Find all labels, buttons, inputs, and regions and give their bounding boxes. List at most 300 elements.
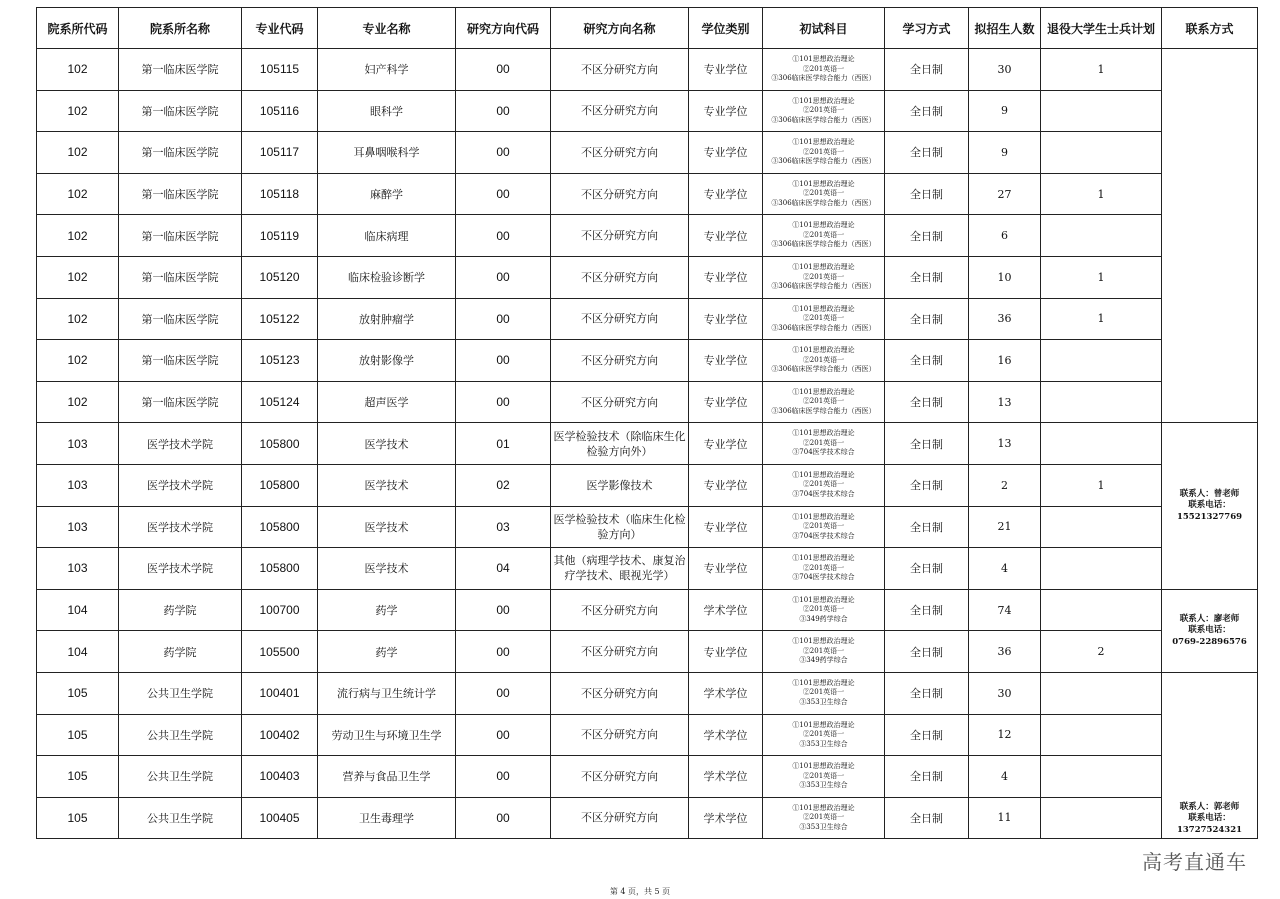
exam-subject: ②201英语一 bbox=[802, 438, 845, 447]
degree-cell: 专业学位 bbox=[689, 464, 763, 506]
exam-subjects-cell bbox=[763, 506, 885, 548]
quota-cell: 10 bbox=[969, 256, 1041, 298]
major-code-cell: 105123 bbox=[242, 340, 318, 382]
dept-code-cell: 105 bbox=[37, 672, 119, 714]
quota-cell: 2 bbox=[969, 464, 1041, 506]
exam-subject: ②201英语一 bbox=[802, 64, 845, 73]
dept-code-cell: 102 bbox=[37, 381, 119, 423]
header-row bbox=[37, 8, 1258, 49]
exam-subjects-cell bbox=[763, 90, 885, 132]
major-code-cell: 105115 bbox=[242, 49, 318, 91]
exam-subject: ①101思想政治理论 bbox=[792, 512, 855, 521]
major-code-cell: 105119 bbox=[242, 215, 318, 257]
major-name-cell: 医学技术 bbox=[318, 464, 456, 506]
dir-name-cell: 医学检验技术（除临床生化检验方向外） bbox=[551, 423, 689, 465]
study-mode-cell: 全日制 bbox=[885, 132, 969, 174]
quota-cell: 74 bbox=[969, 589, 1041, 631]
dept-name-cell: 第一临床医学院 bbox=[119, 256, 242, 298]
major-name-cell: 劳动卫生与环境卫生学 bbox=[318, 714, 456, 756]
exam-subject: ②201英语一 bbox=[802, 355, 845, 364]
dir-code-cell: 00 bbox=[456, 256, 551, 298]
exam-subject: ②201英语一 bbox=[802, 730, 845, 739]
dir-name-cell: 其他（病理学技术、康复治疗学技术、眼视光学） bbox=[551, 548, 689, 590]
dept-name-cell: 第一临床医学院 bbox=[119, 90, 242, 132]
exam-subjects-cell bbox=[763, 464, 885, 506]
exam-subject: ③353卫生综合 bbox=[799, 739, 848, 748]
dir-name-cell: 不区分研究方向 bbox=[551, 631, 689, 673]
dir-name-cell: 不区分研究方向 bbox=[551, 756, 689, 798]
table-row bbox=[37, 423, 1258, 465]
dept-code-cell: 102 bbox=[37, 340, 119, 382]
quota-cell: 13 bbox=[969, 423, 1041, 465]
exam-subject: ③349药学综合 bbox=[799, 614, 848, 623]
dept-name-cell: 医学技术学院 bbox=[119, 548, 242, 590]
dir-name-cell: 不区分研究方向 bbox=[551, 298, 689, 340]
major-name-cell: 卫生毒理学 bbox=[318, 797, 456, 839]
dir-name-cell: 不区分研究方向 bbox=[551, 49, 689, 91]
mode-header: 学习方式 bbox=[885, 8, 969, 49]
major-name-cell: 临床检验诊断学 bbox=[318, 256, 456, 298]
dept-name-cell: 公共卫生学院 bbox=[119, 756, 242, 798]
degree-cell: 专业学位 bbox=[689, 173, 763, 215]
dept-name-cell: 医学技术学院 bbox=[119, 464, 242, 506]
exam-subjects-cell bbox=[763, 631, 885, 673]
exam-subject: ②201英语一 bbox=[802, 314, 845, 323]
dir-name-cell: 不区分研究方向 bbox=[551, 340, 689, 382]
dept-name-cell: 公共卫生学院 bbox=[119, 672, 242, 714]
quota-cell: 9 bbox=[969, 90, 1041, 132]
exam-subject: ③353卫生综合 bbox=[799, 781, 848, 790]
study-mode-cell: 全日制 bbox=[885, 589, 969, 631]
contact-cell bbox=[1162, 672, 1258, 838]
dept-code-cell: 102 bbox=[37, 173, 119, 215]
exam-subject: ③306临床医学综合能力（西医） bbox=[771, 157, 876, 166]
contact-cell bbox=[1162, 423, 1258, 589]
dept-name-cell: 公共卫生学院 bbox=[119, 714, 242, 756]
degree-cell: 专业学位 bbox=[689, 548, 763, 590]
study-mode-cell: 全日制 bbox=[885, 714, 969, 756]
quota-cell: 9 bbox=[969, 132, 1041, 174]
veteran-plan-cell bbox=[1041, 797, 1162, 839]
dept-name-cell: 第一临床医学院 bbox=[119, 215, 242, 257]
exam-subject: ②201英语一 bbox=[802, 646, 845, 655]
dept-name-cell: 第一临床医学院 bbox=[119, 49, 242, 91]
exam-subject: ②201英语一 bbox=[802, 688, 845, 697]
exam-subject: ①101思想政治理论 bbox=[792, 387, 855, 396]
dir-name-cell: 不区分研究方向 bbox=[551, 797, 689, 839]
table-row bbox=[37, 714, 1258, 756]
contact-header: 联系方式 bbox=[1162, 8, 1258, 49]
quota-cell: 4 bbox=[969, 548, 1041, 590]
veteran-plan-cell: 2 bbox=[1041, 631, 1162, 673]
dir-name-cell: 不区分研究方向 bbox=[551, 256, 689, 298]
veteran-plan-cell bbox=[1041, 672, 1162, 714]
dept-code-cell: 105 bbox=[37, 714, 119, 756]
degree-cell: 专业学位 bbox=[689, 132, 763, 174]
exam-subject: ①101思想政治理论 bbox=[792, 762, 855, 771]
exam-subjects-cell bbox=[763, 49, 885, 91]
dept-code-cell: 105 bbox=[37, 797, 119, 839]
exam-subjects-cell bbox=[763, 714, 885, 756]
table-row bbox=[37, 132, 1258, 174]
study-mode-cell: 全日制 bbox=[885, 631, 969, 673]
dir-code-cell: 00 bbox=[456, 797, 551, 839]
exam-subject: ②201英语一 bbox=[802, 480, 845, 489]
table-body bbox=[37, 49, 1258, 839]
exam-subject: ①101思想政治理论 bbox=[792, 179, 855, 188]
exam-subject: ②201英语一 bbox=[802, 106, 845, 115]
exam-subject: ①101思想政治理论 bbox=[792, 470, 855, 479]
dept-code-cell: 103 bbox=[37, 548, 119, 590]
study-mode-cell: 全日制 bbox=[885, 548, 969, 590]
major-code-cell: 105116 bbox=[242, 90, 318, 132]
exam-subjects-cell bbox=[763, 132, 885, 174]
quota-cell: 36 bbox=[969, 298, 1041, 340]
degree-cell: 专业学位 bbox=[689, 298, 763, 340]
exam-subject: ①101思想政治理论 bbox=[792, 96, 855, 105]
degree-cell: 学术学位 bbox=[689, 797, 763, 839]
dir-name-cell: 不区分研究方向 bbox=[551, 381, 689, 423]
table-row bbox=[37, 672, 1258, 714]
exam-subject: ②201英语一 bbox=[802, 563, 845, 572]
major-name-cell: 妇产科学 bbox=[318, 49, 456, 91]
veteran-plan-cell bbox=[1041, 215, 1162, 257]
exam-subject: ③306临床医学综合能力（西医） bbox=[771, 74, 876, 83]
veteran-plan-cell bbox=[1041, 506, 1162, 548]
degree-cell: 专业学位 bbox=[689, 49, 763, 91]
exam-subject: ①101思想政治理论 bbox=[792, 263, 855, 272]
quota-cell: 30 bbox=[969, 672, 1041, 714]
exam-subject: ③306临床医学综合能力（西医） bbox=[771, 365, 876, 374]
major-code-cell: 105117 bbox=[242, 132, 318, 174]
table-row bbox=[37, 548, 1258, 590]
exam-subject: ③306临床医学综合能力（西医） bbox=[771, 198, 876, 207]
exam-subject: ①101思想政治理论 bbox=[792, 637, 855, 646]
veteran-plan-cell bbox=[1041, 132, 1162, 174]
major-code-cell: 100403 bbox=[242, 756, 318, 798]
exam-subject: ②201英语一 bbox=[802, 397, 845, 406]
dir-code-cell: 00 bbox=[456, 631, 551, 673]
table-row bbox=[37, 49, 1258, 91]
dir-code-cell: 01 bbox=[456, 423, 551, 465]
exam-subject: ①101思想政治理论 bbox=[792, 346, 855, 355]
quota-cell: 21 bbox=[969, 506, 1041, 548]
table-row bbox=[37, 256, 1258, 298]
exam-subject: ①101思想政治理论 bbox=[792, 138, 855, 147]
exam-subject: ①101思想政治理论 bbox=[792, 595, 855, 604]
dept-name-cell: 医学技术学院 bbox=[119, 506, 242, 548]
watermark: 高考直通车 bbox=[1142, 850, 1247, 874]
exam-subject: ②201英语一 bbox=[802, 230, 845, 239]
dept-code-cell: 103 bbox=[37, 423, 119, 465]
dir-code-cell: 00 bbox=[456, 90, 551, 132]
dept-name-cell: 第一临床医学院 bbox=[119, 381, 242, 423]
table-row bbox=[37, 340, 1258, 382]
contact-line: 联系电话： bbox=[1188, 625, 1231, 636]
exam-subject: ②201英语一 bbox=[802, 189, 845, 198]
dir-name-cell: 医学影像技术 bbox=[551, 464, 689, 506]
major-code-cell: 105500 bbox=[242, 631, 318, 673]
exam-subjects-cell bbox=[763, 672, 885, 714]
degree-cell: 学术学位 bbox=[689, 714, 763, 756]
exam-subject: ②201英语一 bbox=[802, 771, 845, 780]
dept-code-cell: 103 bbox=[37, 506, 119, 548]
study-mode-cell: 全日制 bbox=[885, 256, 969, 298]
quota-cell: 6 bbox=[969, 215, 1041, 257]
veteran-header: 退役大学生士兵计划 bbox=[1041, 8, 1162, 49]
dir-code-cell: 04 bbox=[456, 548, 551, 590]
dir-code-cell: 00 bbox=[456, 381, 551, 423]
dir-name-cell: 不区分研究方向 bbox=[551, 589, 689, 631]
table-row bbox=[37, 506, 1258, 548]
exam-subject: ①101思想政治理论 bbox=[792, 221, 855, 230]
dir-name-cell: 不区分研究方向 bbox=[551, 90, 689, 132]
major-code-cell: 105124 bbox=[242, 381, 318, 423]
exam-header: 初试科目 bbox=[763, 8, 885, 49]
major-code-cell: 100405 bbox=[242, 797, 318, 839]
major-code-header: 专业代码 bbox=[242, 8, 318, 49]
study-mode-cell: 全日制 bbox=[885, 464, 969, 506]
dept-name-cell: 公共卫生学院 bbox=[119, 797, 242, 839]
study-mode-cell: 全日制 bbox=[885, 506, 969, 548]
dir-code-cell: 00 bbox=[456, 132, 551, 174]
dept-code-cell: 102 bbox=[37, 256, 119, 298]
exam-subject: ③353卫生综合 bbox=[799, 822, 848, 831]
exam-subjects-cell bbox=[763, 381, 885, 423]
major-name-cell: 眼科学 bbox=[318, 90, 456, 132]
veteran-plan-cell bbox=[1041, 589, 1162, 631]
exam-subjects-cell bbox=[763, 548, 885, 590]
degree-cell: 专业学位 bbox=[689, 381, 763, 423]
degree-cell: 学术学位 bbox=[689, 756, 763, 798]
dir-code-cell: 00 bbox=[456, 714, 551, 756]
quota-cell: 30 bbox=[969, 49, 1041, 91]
exam-subject: ①101思想政治理论 bbox=[792, 554, 855, 563]
quota-header: 拟招生人数 bbox=[969, 8, 1041, 49]
dept-name-cell: 第一临床医学院 bbox=[119, 340, 242, 382]
table-row bbox=[37, 298, 1258, 340]
veteran-plan-cell bbox=[1041, 714, 1162, 756]
major-name-cell: 流行病与卫生统计学 bbox=[318, 672, 456, 714]
exam-subject: ②201英语一 bbox=[802, 147, 845, 156]
veteran-plan-cell: 1 bbox=[1041, 173, 1162, 215]
dept-name-cell: 药学院 bbox=[119, 631, 242, 673]
exam-subjects-cell bbox=[763, 340, 885, 382]
exam-subject: ②201英语一 bbox=[802, 813, 845, 822]
page-footer: 第 4 页，共 5 页 bbox=[609, 887, 671, 896]
quota-cell: 16 bbox=[969, 340, 1041, 382]
contact-line: 0769-22896576 bbox=[1172, 636, 1247, 647]
exam-subject: ①101思想政治理论 bbox=[792, 429, 855, 438]
degree-header: 学位类别 bbox=[689, 8, 763, 49]
dir-name-cell: 医学检验技术（临床生化检验方向） bbox=[551, 506, 689, 548]
quota-cell: 12 bbox=[969, 714, 1041, 756]
exam-subject: ①101思想政治理论 bbox=[792, 304, 855, 313]
dept-name-cell: 第一临床医学院 bbox=[119, 132, 242, 174]
major-code-cell: 105800 bbox=[242, 464, 318, 506]
dir-code-header: 研究方向代码 bbox=[456, 8, 551, 49]
major-name-cell: 超声医学 bbox=[318, 381, 456, 423]
degree-cell: 学术学位 bbox=[689, 672, 763, 714]
exam-subject: ③306临床医学综合能力（西医） bbox=[771, 240, 876, 249]
exam-subject: ③704医学技术综合 bbox=[792, 573, 855, 582]
degree-cell: 专业学位 bbox=[689, 631, 763, 673]
exam-subject: ③306临床医学综合能力（西医） bbox=[771, 323, 876, 332]
dir-code-cell: 00 bbox=[456, 173, 551, 215]
quota-cell: 13 bbox=[969, 381, 1041, 423]
exam-subjects-cell bbox=[763, 256, 885, 298]
veteran-plan-cell bbox=[1041, 756, 1162, 798]
major-name-cell: 放射影像学 bbox=[318, 340, 456, 382]
quota-cell: 11 bbox=[969, 797, 1041, 839]
contact-line: 联系电话： bbox=[1188, 813, 1231, 824]
major-name-cell: 临床病理 bbox=[318, 215, 456, 257]
degree-cell: 专业学位 bbox=[689, 90, 763, 132]
dir-name-cell: 不区分研究方向 bbox=[551, 173, 689, 215]
major-name-cell: 医学技术 bbox=[318, 423, 456, 465]
quota-cell: 36 bbox=[969, 631, 1041, 673]
major-code-cell: 100402 bbox=[242, 714, 318, 756]
dir-code-cell: 02 bbox=[456, 464, 551, 506]
major-code-cell: 105800 bbox=[242, 506, 318, 548]
major-name-cell: 医学技术 bbox=[318, 548, 456, 590]
contact-line: 13727524321 bbox=[1176, 824, 1243, 835]
contact-line: 联系人：廖老师 bbox=[1179, 613, 1240, 624]
dept-code-cell: 102 bbox=[37, 298, 119, 340]
dept-code-cell: 102 bbox=[37, 215, 119, 257]
dept-name-cell: 第一临床医学院 bbox=[119, 298, 242, 340]
contact-line: 15521327769 bbox=[1176, 511, 1243, 522]
table-row bbox=[37, 90, 1258, 132]
dir-name-cell: 不区分研究方向 bbox=[551, 132, 689, 174]
major-name-cell: 耳鼻咽喉科学 bbox=[318, 132, 456, 174]
exam-subject: ③349药学综合 bbox=[799, 656, 848, 665]
study-mode-cell: 全日制 bbox=[885, 340, 969, 382]
dept-code-cell: 102 bbox=[37, 49, 119, 91]
study-mode-cell: 全日制 bbox=[885, 90, 969, 132]
dept-name-cell: 医学技术学院 bbox=[119, 423, 242, 465]
veteran-plan-cell bbox=[1041, 340, 1162, 382]
study-mode-cell: 全日制 bbox=[885, 298, 969, 340]
dir-code-cell: 00 bbox=[456, 298, 551, 340]
table-row bbox=[37, 464, 1258, 506]
dept-name-header: 院系所名称 bbox=[119, 8, 242, 49]
exam-subject: ②201英语一 bbox=[802, 605, 845, 614]
major-code-cell: 105800 bbox=[242, 423, 318, 465]
major-code-cell: 100700 bbox=[242, 589, 318, 631]
exam-subject: ①101思想政治理论 bbox=[792, 678, 855, 687]
degree-cell: 专业学位 bbox=[689, 506, 763, 548]
degree-cell: 学术学位 bbox=[689, 589, 763, 631]
dir-code-cell: 00 bbox=[456, 672, 551, 714]
dir-code-cell: 00 bbox=[456, 589, 551, 631]
exam-subject: ③306临床医学综合能力（西医） bbox=[771, 115, 876, 124]
contact-cell bbox=[1162, 589, 1258, 672]
major-name-cell: 营养与食品卫生学 bbox=[318, 756, 456, 798]
dept-name-cell: 药学院 bbox=[119, 589, 242, 631]
dir-code-cell: 00 bbox=[456, 756, 551, 798]
quota-cell: 4 bbox=[969, 756, 1041, 798]
exam-subject: ③306临床医学综合能力（西医） bbox=[771, 282, 876, 291]
exam-subjects-cell bbox=[763, 589, 885, 631]
exam-subjects-cell bbox=[763, 298, 885, 340]
veteran-plan-cell: 1 bbox=[1041, 256, 1162, 298]
major-name-header: 专业名称 bbox=[318, 8, 456, 49]
dir-code-cell: 00 bbox=[456, 340, 551, 382]
major-code-cell: 105800 bbox=[242, 548, 318, 590]
table-row bbox=[37, 631, 1258, 673]
table-row bbox=[37, 381, 1258, 423]
veteran-plan-cell bbox=[1041, 548, 1162, 590]
study-mode-cell: 全日制 bbox=[885, 423, 969, 465]
veteran-plan-cell bbox=[1041, 381, 1162, 423]
major-name-cell: 药学 bbox=[318, 589, 456, 631]
dept-code-header: 院系所代码 bbox=[37, 8, 119, 49]
major-name-cell: 麻醉学 bbox=[318, 173, 456, 215]
dir-code-cell: 03 bbox=[456, 506, 551, 548]
major-code-cell: 105122 bbox=[242, 298, 318, 340]
major-name-cell: 医学技术 bbox=[318, 506, 456, 548]
dept-code-cell: 104 bbox=[37, 589, 119, 631]
exam-subject: ②201英语一 bbox=[802, 272, 845, 281]
dept-code-cell: 102 bbox=[37, 132, 119, 174]
dir-name-header: 研究方向名称 bbox=[551, 8, 689, 49]
exam-subject: ③704医学技术综合 bbox=[792, 489, 855, 498]
dir-name-cell: 不区分研究方向 bbox=[551, 714, 689, 756]
table-row bbox=[37, 215, 1258, 257]
contact-cell bbox=[1162, 49, 1258, 423]
exam-subjects-cell bbox=[763, 797, 885, 839]
exam-subject: ③353卫生综合 bbox=[799, 697, 848, 706]
major-name-cell: 放射肿瘤学 bbox=[318, 298, 456, 340]
veteran-plan-cell: 1 bbox=[1041, 298, 1162, 340]
dept-code-cell: 103 bbox=[37, 464, 119, 506]
study-mode-cell: 全日制 bbox=[885, 49, 969, 91]
study-mode-cell: 全日制 bbox=[885, 215, 969, 257]
exam-subject: ③306临床医学综合能力（西医） bbox=[771, 406, 876, 415]
veteran-plan-cell: 1 bbox=[1041, 464, 1162, 506]
dir-name-cell: 不区分研究方向 bbox=[551, 672, 689, 714]
veteran-plan-cell: 1 bbox=[1041, 49, 1162, 91]
veteran-plan-cell bbox=[1041, 90, 1162, 132]
dir-code-cell: 00 bbox=[456, 215, 551, 257]
exam-subjects-cell bbox=[763, 756, 885, 798]
study-mode-cell: 全日制 bbox=[885, 381, 969, 423]
degree-cell: 专业学位 bbox=[689, 215, 763, 257]
quota-cell: 27 bbox=[969, 173, 1041, 215]
degree-cell: 专业学位 bbox=[689, 340, 763, 382]
table-row bbox=[37, 589, 1258, 631]
contact-line: 联系电话： bbox=[1188, 500, 1231, 511]
study-mode-cell: 全日制 bbox=[885, 672, 969, 714]
degree-cell: 专业学位 bbox=[689, 423, 763, 465]
major-code-cell: 105120 bbox=[242, 256, 318, 298]
table-row bbox=[37, 797, 1258, 839]
exam-subject: ①101思想政治理论 bbox=[792, 803, 855, 812]
table-row bbox=[37, 756, 1258, 798]
study-mode-cell: 全日制 bbox=[885, 173, 969, 215]
exam-subject: ②201英语一 bbox=[802, 522, 845, 531]
dir-code-cell: 00 bbox=[456, 49, 551, 91]
major-code-cell: 105118 bbox=[242, 173, 318, 215]
exam-subjects-cell bbox=[763, 173, 885, 215]
table-row bbox=[37, 173, 1258, 215]
major-name-cell: 药学 bbox=[318, 631, 456, 673]
study-mode-cell: 全日制 bbox=[885, 797, 969, 839]
admissions-table bbox=[36, 7, 1258, 839]
dir-name-cell: 不区分研究方向 bbox=[551, 215, 689, 257]
dept-code-cell: 104 bbox=[37, 631, 119, 673]
